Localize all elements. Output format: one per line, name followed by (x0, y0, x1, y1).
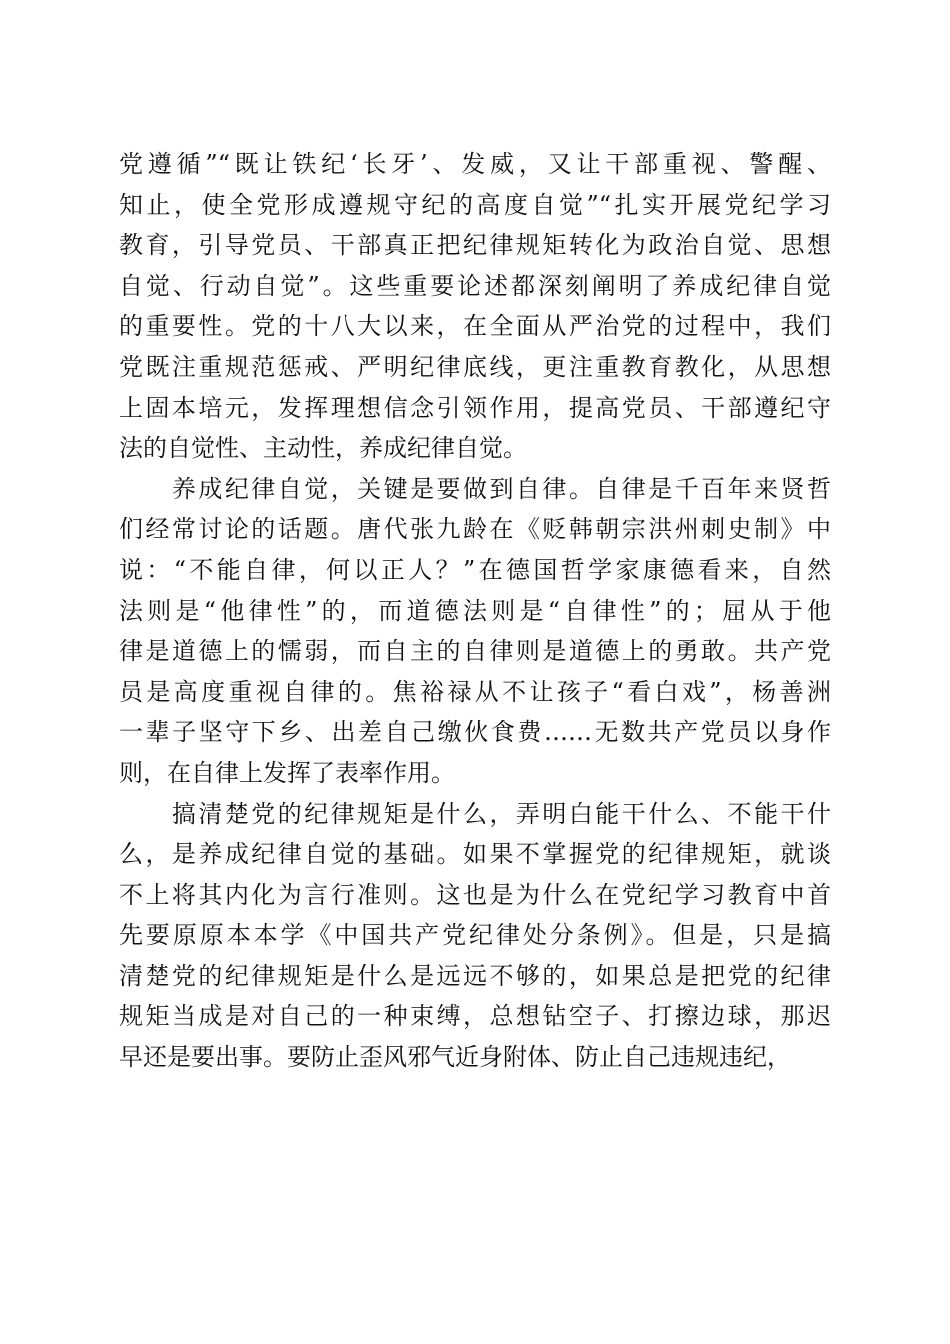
text-line: 的重要性。党的十八大以来，在全面从严治党的过程中，我们 (119, 312, 831, 341)
text-line: 党既注重规范惩戒、严明纪律底线，更注重教育教化，从思想 (119, 352, 831, 381)
paragraph-3 (119, 794, 831, 1078)
text-line: 教育，引导党员、干部真正把纪律规矩转化为政治自觉、思想 (119, 231, 831, 260)
text-line: 搞清楚党的纪律规矩是什么，弄明白能干什么、不能干什 (119, 799, 831, 828)
text-line: 自觉、行动自觉”。这些重要论述都深刻阐明了养成纪律自觉 (119, 271, 831, 300)
text-line: 一辈子坚守下乡、出差自己缴伙食费……无数共产党员以身作 (119, 718, 831, 747)
text-line: 则，在自律上发挥了表率作用。 (119, 758, 455, 787)
text-line: 法则是“他律性”的，而道德法则是“自律性”的；屈从于他 (119, 596, 831, 625)
text-line: 么，是养成纪律自觉的基础。如果不掌握党的纪律规矩，就谈 (119, 840, 831, 869)
text-line: 们经常讨论的话题。唐代张九龄在《贬韩朝宗洪州刺史制》中 (119, 515, 831, 544)
text-line: 说：“不能自律，何以正人？”在德国哲学家康德看来，自然 (119, 555, 831, 584)
text-line: 党遵循”“既让铁纪‘长牙’、发威，又让干部重视、警醒、 (119, 150, 831, 178)
text-line: 知止，使全党形成遵规守纪的高度自觉”“扎实开展党纪学习 (119, 190, 831, 219)
text-line: 规矩当成是对自己的一种束缚，总想钻空子、打擦边球，那迟 (119, 1002, 831, 1031)
text-line: 养成纪律自觉，关键是要做到自律。自律是千百年来贤哲 (119, 474, 831, 503)
text-line: 不上将其内化为言行准则。这也是为什么在党纪学习教育中首 (119, 880, 831, 909)
text-line: 早还是要出事。要防止歪风邪气近身附体、防止自己违规违纪， (119, 1043, 791, 1072)
body-text (119, 144, 831, 1078)
paragraph-2 (119, 469, 831, 794)
paragraph-1 (119, 144, 831, 469)
text-line: 员是高度重视自律的。焦裕禄从不让孩子“看白戏”，杨善洲 (119, 677, 831, 706)
text-line: 上固本培元，发挥理想信念引领作用，提高党员、干部遵纪守 (119, 393, 831, 422)
text-line: 法的自觉性、主动性，养成纪律自觉。 (119, 434, 527, 463)
text-line: 律是道德上的懦弱，而自主的自律则是道德上的勇敢。共产党 (119, 637, 831, 666)
text-line: 清楚党的纪律规矩是什么是远远不够的，如果总是把党的纪律 (119, 961, 831, 990)
text-line: 先要原原本本学《中国共产党纪律处分条例》。但是，只是搞 (119, 921, 831, 950)
